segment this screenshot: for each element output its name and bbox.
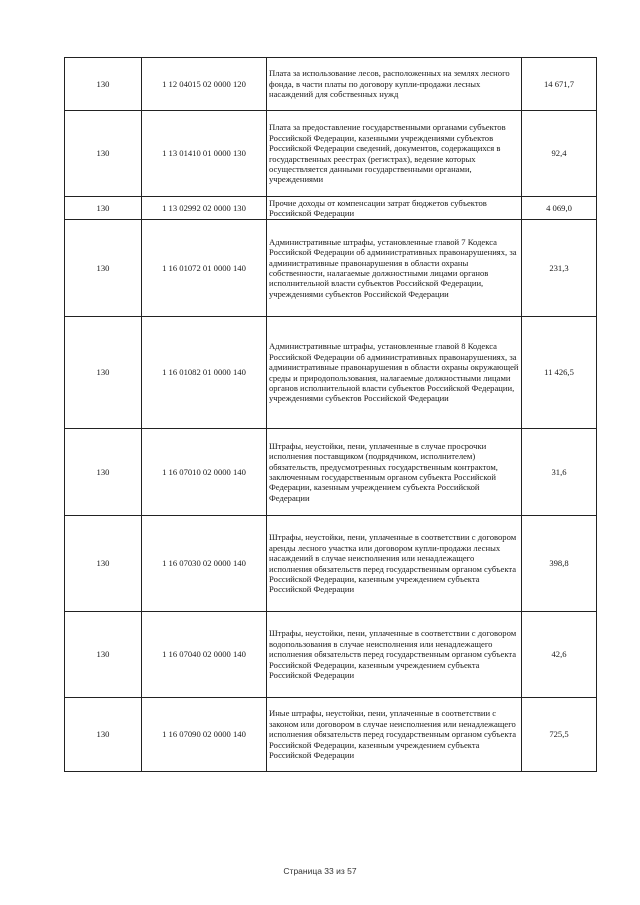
table-row	[65, 698, 597, 772]
admin-code-cell: 130	[65, 698, 142, 772]
revenue-name-cell: Штрафы, неустойки, пени, уплаченные в соответствии с договором аренды лесного участка или договором купли-продажи лесных насаждений в случае неисполнения или ненадлежащего исполнения обязательств перед государственным органом субъекта Российской Федерации, казенным учреждением субъекта Российской Федерации	[267, 516, 522, 612]
revenue-code-cell: 1 12 04015 02 0000 120	[142, 58, 267, 111]
revenue-name-cell: Штрафы, неустойки, пени, уплаченные в случае просрочки исполнения поставщиком (подрядчиком, исполнителем) обязательств, предусмотренных государственным контрактом, заключенным государственным органом субъекта Российской Федерации, казенным учреждением субъекта Российской Федерации	[267, 429, 522, 516]
revenue-name-cell: Плата за использование лесов, расположенных на землях лесного фонда, в части платы по договору купли-продажи лесных насаждений для собственных нужд	[267, 58, 522, 111]
page-number: Страница 33 из 57	[283, 866, 357, 876]
admin-code-cell: 130	[65, 612, 142, 698]
table-row	[65, 317, 597, 429]
amount-cell: 11 426,5	[522, 317, 597, 429]
revenue-name-cell: Иные штрафы, неустойки, пени, уплаченные в соответствии с законом или договором в случае неисполнения или ненадлежащего исполнения обязательств перед государственным органом субъекта Российской Федерации, казенным учреждением субъекта Российской Федерации	[267, 698, 522, 772]
revenue-table	[64, 57, 597, 772]
revenue-code-cell: 1 13 01410 01 0000 130	[142, 111, 267, 197]
admin-code-cell: 130	[65, 58, 142, 111]
revenue-name-cell: Административные штрафы, установленные главой 8 Кодекса Российской Федерации об административных правонарушениях, за административные правонарушения в области охраны окружающей среды и природопользования, налагаемые должностными лицами органов исполнительной власти субъектов Российской Федерации, учреждениями субъектов Российской Федерации	[267, 317, 522, 429]
amount-cell: 4 069,0	[522, 197, 597, 220]
table-row	[65, 429, 597, 516]
amount-cell: 14 671,7	[522, 58, 597, 111]
amount-cell: 92,4	[522, 111, 597, 197]
amount-cell: 231,3	[522, 220, 597, 317]
admin-code-cell: 130	[65, 429, 142, 516]
table-row	[65, 111, 597, 197]
table-row	[65, 612, 597, 698]
revenue-code-cell: 1 16 01082 01 0000 140	[142, 317, 267, 429]
amount-cell: 398,8	[522, 516, 597, 612]
revenue-name-cell: Штрафы, неустойки, пени, уплаченные в соответствии с договором водопользования в случае неисполнения или ненадлежащего исполнения обязательств перед государственным органом субъекта Российской Федерации, казенным учреждением субъекта Российской Федерации	[267, 612, 522, 698]
admin-code-cell: 130	[65, 220, 142, 317]
table-row	[65, 516, 597, 612]
table-row	[65, 197, 597, 220]
revenue-code-cell: 1 16 07030 02 0000 140	[142, 516, 267, 612]
revenue-name-cell: Плата за предоставление государственными органами субъектов Российской Федерации, казенными учреждениями субъектов Российской Федерации сведений, документов, содержащихся в государственных реестрах (регистрах), ведение которых осуществляется данными государственными органами, учреждениями	[267, 111, 522, 197]
revenue-code-cell: 1 16 07010 02 0000 140	[142, 429, 267, 516]
revenue-code-cell: 1 16 07040 02 0000 140	[142, 612, 267, 698]
amount-cell: 31,6	[522, 429, 597, 516]
amount-cell: 42,6	[522, 612, 597, 698]
table-row	[65, 220, 597, 317]
revenue-name-cell: Административные штрафы, установленные главой 7 Кодекса Российской Федерации об административных правонарушениях, за административные правонарушения в области охраны собственности, налагаемые должностными лицами органов исполнительной власти субъектов Российской Федерации, учреждениями субъектов Российской Федерации	[267, 220, 522, 317]
table-row	[65, 58, 597, 111]
admin-code-cell: 130	[65, 516, 142, 612]
amount-cell: 725,5	[522, 698, 597, 772]
revenue-code-cell: 1 16 01072 01 0000 140	[142, 220, 267, 317]
admin-code-cell: 130	[65, 197, 142, 220]
admin-code-cell: 130	[65, 317, 142, 429]
revenue-code-cell: 1 16 07090 02 0000 140	[142, 698, 267, 772]
admin-code-cell: 130	[65, 111, 142, 197]
revenue-name-cell: Прочие доходы от компенсации затрат бюджетов субъектов Российской Федерации	[267, 197, 522, 220]
revenue-code-cell: 1 13 02992 02 0000 130	[142, 197, 267, 220]
